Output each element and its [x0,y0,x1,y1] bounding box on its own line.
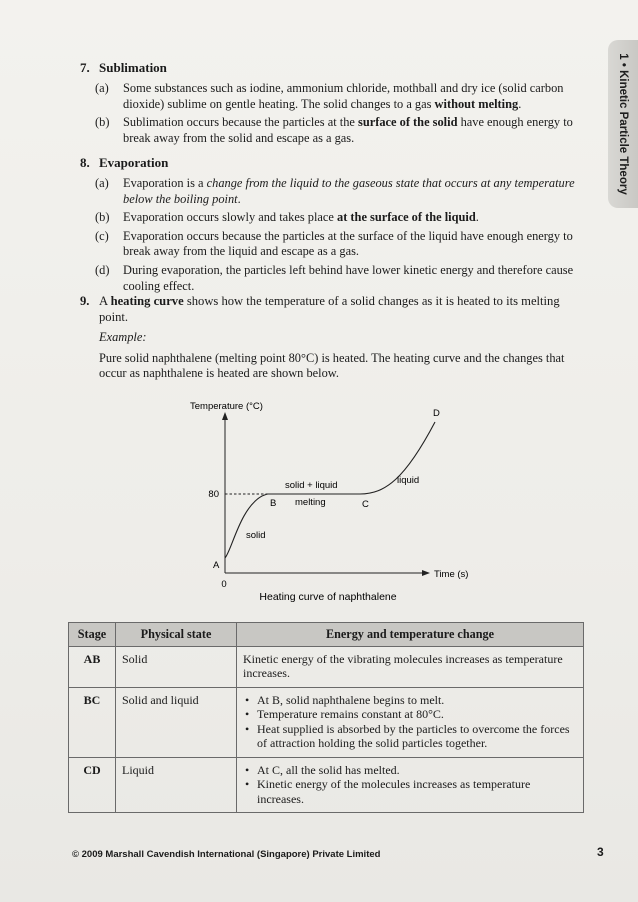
y-axis-label: Temperature (°C) [190,401,263,412]
region-label-liquid: liquid [397,475,420,486]
list-item [80,229,590,260]
example-text: Pure solid naphthalene (melting point 80°C) is heated. The heating curve and the changes that occur as naphthalene is heated are shown below. [99,350,565,381]
item-label: (a) [95,81,109,95]
y-axis-arrow [222,412,228,420]
item-text: Evaporation is a [123,176,207,190]
item-italic-text: change from the liquid to the gaseous state that occurs at any temperature below the boiling point [123,176,575,206]
list-item [80,81,590,112]
energy-cell [237,687,584,757]
stage-cell: CD [69,757,116,813]
section-heading: Evaporation [99,155,169,170]
section-heating-curve [80,294,590,382]
column-header: Physical state [116,623,237,647]
item-text-end: have enough energy to break away from the solid and escape as a gas. [123,115,573,145]
section-title [80,60,590,76]
bullet-list [243,763,577,807]
list-item [80,210,590,226]
bullet-item: • Kinetic energy of the molecules increases as temperature increases. [257,777,577,806]
item-text: Evaporation occurs because the particles at the surface of the liquid have enough energy to break away from the liquid and escape as a gas. [123,228,573,259]
item-label: (b) [95,210,110,225]
section-title [80,155,590,171]
copyright-footer: © 2009 Marshall Cavendish International (Singapore) Private Limited [72,849,381,860]
origin-label: 0 [221,579,227,590]
stage-cell: AB [69,646,116,687]
y-tick-label: 80 [208,489,219,500]
item-label: (d) [95,262,110,277]
table-row [69,646,584,687]
state-cell: Solid and liquid [116,687,237,757]
section-heading: Sublimation [99,60,167,75]
region-label-solid-liquid: solid + liquid [285,480,338,491]
item-text-end: . [518,96,522,111]
region-label-melting: melting [295,497,326,508]
list-item [80,115,590,146]
list-item [80,263,590,294]
item-bold-text: without melting [434,96,519,111]
heating-curve-chart [160,396,469,606]
item-text: Some substances such as iodine, ammonium chloride, mothball and dry ice (solid carbon dioxide) sublime on gentle heating. The solid changes to a gas [123,81,564,111]
example-label: Example: [99,330,147,345]
state-cell: Liquid [116,757,237,813]
item-label: (c) [95,228,109,243]
point-label-c: C [362,499,369,510]
list-item [80,176,590,207]
point-label-a: A [213,560,220,571]
intro-text-end: shows how the temperature of a solid changes as it is heated to its melting point. [99,294,560,324]
bullet-item: • Heat supplied is absorbed by the particles to overcome the forces of attraction holding the solid particles together. [257,722,577,751]
item-text: During evaporation, the particles left behind have lower kinetic energy and therefore cause cooling effect. [123,262,574,293]
table-row [69,757,584,813]
column-header: Energy and temperature change [237,623,584,647]
item-bold-text: at the surface of the liquid [337,210,476,225]
table-header-row [69,623,584,647]
section-sublimation [80,60,590,146]
point-label-d: D [433,408,440,419]
chapter-tab-label: 1 • Kinetic Particle Theory [617,53,629,195]
bullet-item: • At C, all the solid has melted. [257,763,577,778]
item-text-end: . [475,210,479,225]
energy-cell: Kinetic energy of the vibrating molecules increases as temperature increases. [237,646,584,687]
bullet-item: • Temperature remains constant at 80°C. [257,707,577,722]
x-axis-arrow [422,570,430,576]
stage-table [68,622,584,813]
bullet-list [243,693,577,751]
stage-cell: BC [69,687,116,757]
intro-bold-text: heating curve [110,294,184,308]
item-label: (b) [95,115,110,130]
section-number: 9. [80,294,90,308]
page-number: 3 [597,845,604,859]
section-evaporation [80,155,590,294]
bullet-item: • At B, solid naphthalene begins to melt. [257,693,577,708]
chart-title: Heating curve of naphthalene [259,591,397,603]
column-header: Stage [69,623,116,647]
item-label: (a) [95,176,109,190]
state-cell: Solid [116,646,237,687]
item-text: Sublimation occurs because the particles at the [123,115,358,130]
section-number: 8. [80,155,90,170]
point-label-b: B [270,498,277,509]
table-row [69,687,584,757]
item-text-end: . [237,191,241,206]
section-intro [80,294,590,325]
intro-text: A [99,294,111,308]
section-number: 7. [80,60,90,75]
region-label-solid: solid [246,530,266,541]
energy-cell [237,757,584,813]
item-text: Evaporation occurs slowly and takes place [123,210,338,225]
item-bold-text: surface of the solid [358,115,458,130]
x-axis-label: Time (s) [434,569,469,580]
